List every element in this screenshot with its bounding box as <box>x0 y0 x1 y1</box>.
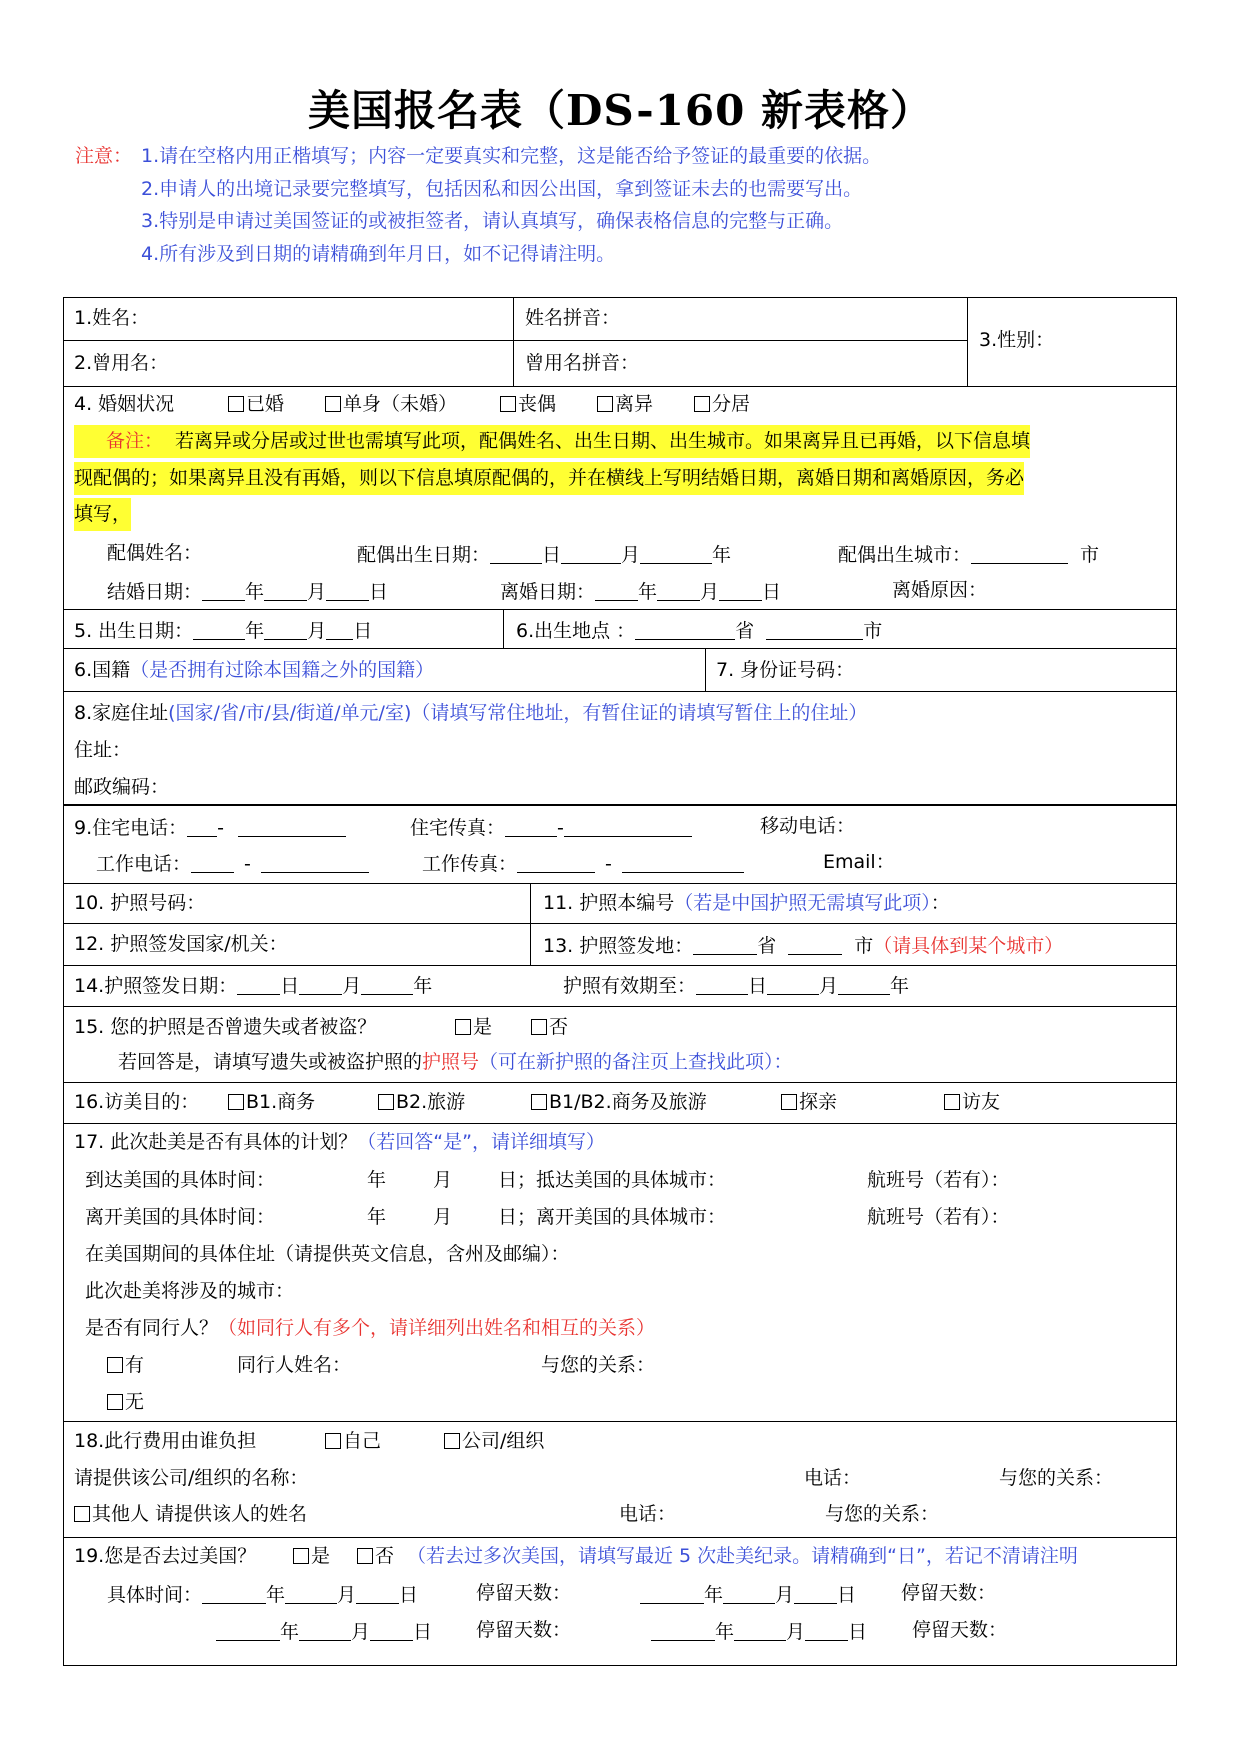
stay-days-label: 停留天数： <box>476 1619 572 1641</box>
passport-lost-no[interactable]: 否 <box>531 1018 568 1037</box>
company-relation-label: 与您的关系： <box>999 1467 1114 1489</box>
home-address-label: 8.家庭住址(国家/省/市/县/街道/单元/室)（请填写常住地址，有暂住证的请填写暂住上的住址） <box>74 702 868 724</box>
marital-status-label: 4. 婚姻状况 <box>74 393 175 415</box>
checkbox[interactable] <box>444 1433 460 1449</box>
birth-date-label: 5. 出生日期： 年 月 日 <box>74 620 373 642</box>
checkbox[interactable] <box>455 1019 471 1035</box>
checkbox[interactable] <box>325 396 341 412</box>
mobile-label: 移动电话： <box>760 815 856 837</box>
work-fax-label: 工作传真： - <box>422 853 744 874</box>
divider <box>63 883 1177 884</box>
marital-separated-option[interactable]: 分居 <box>694 395 750 414</box>
marital-widowed-option[interactable]: 丧偶 <box>500 395 556 414</box>
departure-month: 月 <box>433 1206 453 1228</box>
address-label: 住址： <box>74 739 132 761</box>
checkbox[interactable] <box>781 1094 797 1110</box>
home-fax-label: 住宅传真： - <box>410 817 692 838</box>
page-title: 美国报名表（DS-160 新表格） <box>307 86 934 135</box>
visit-time-4: 年 月 日 <box>651 1621 867 1642</box>
divider <box>513 297 514 386</box>
divider <box>63 1421 1177 1422</box>
remark-label: 备注： <box>106 430 164 452</box>
marital-divorced-option[interactable]: 离异 <box>597 395 653 414</box>
arrival-flight-label: 航班号（若有）： <box>867 1169 1010 1191</box>
payer-self-option[interactable]: 自己 <box>325 1432 381 1451</box>
arrival-month: 月 <box>433 1169 453 1191</box>
checkbox[interactable] <box>107 1394 123 1410</box>
us-address-label: 在美国期间的具体住址（请提供英文信息，含州及邮编）： <box>85 1243 570 1265</box>
home-phone-label: 9.住宅电话： - <box>74 817 346 838</box>
stay-days-label: 停留天数： <box>476 1582 572 1604</box>
divider <box>63 923 1177 924</box>
checkbox[interactable] <box>293 1548 309 1564</box>
checkbox[interactable] <box>228 396 244 412</box>
purpose-b2-option[interactable]: B2.旅游 <box>378 1093 465 1112</box>
note-item: 3.特别是申请过美国签证的或被拒签者，请认真填写，确保表格信息的完整与正确。 <box>141 210 844 232</box>
purpose-b1-option[interactable]: B1.商务 <box>228 1093 315 1112</box>
payer-other-option[interactable]: 其他人 请提供该人的姓名 <box>74 1505 307 1524</box>
passport-book-label: 11. 护照本编号（若是中国护照无需填写此项）： <box>543 892 950 914</box>
passport-lost-yes[interactable]: 是 <box>455 1018 492 1037</box>
checkbox[interactable] <box>944 1094 960 1110</box>
arrival-year: 年 <box>367 1169 387 1191</box>
payer-company-option[interactable]: 公司/组织 <box>444 1432 544 1451</box>
expense-payer-label: 18.此行费用由谁负担 <box>74 1430 257 1452</box>
divider <box>967 297 968 386</box>
company-phone-label: 电话： <box>804 1467 862 1489</box>
previous-visit-yes[interactable]: 是 <box>293 1547 330 1566</box>
notes <box>75 140 881 270</box>
note-item: 4.所有涉及到日期的请精确到年月日，如不记得请注明。 <box>141 242 616 265</box>
email-label: Email： <box>823 851 895 873</box>
divider <box>63 691 1177 692</box>
used-name-label: 2.曾用名： <box>74 352 169 374</box>
stay-days-label: 停留天数： <box>901 1582 997 1604</box>
departure-year: 年 <box>367 1206 387 1228</box>
passport-issue-date-label: 14.护照签发日期： 日 月 年 <box>74 975 433 997</box>
used-name-pinyin-label: 曾用名拼音： <box>525 352 640 374</box>
departure-city-label: 日；离开美国的具体城市： <box>498 1206 727 1228</box>
marital-remark <box>74 425 1030 458</box>
divider <box>63 1123 1177 1124</box>
checkbox[interactable] <box>357 1548 373 1564</box>
checkbox[interactable] <box>378 1094 394 1110</box>
name-label: 1.姓名： <box>74 307 150 329</box>
divider <box>63 804 1177 806</box>
divorce-date-label: 离婚日期： 年 月 日 <box>500 581 782 603</box>
purpose-family-option[interactable]: 探亲 <box>781 1093 837 1112</box>
marital-single-option[interactable]: 单身（未婚） <box>325 395 457 414</box>
note-item: 1.请在空格内用正楷填写；内容一定要真实和完整，这是能否给予签证的最重要的依据。 <box>141 145 882 167</box>
checkbox[interactable] <box>325 1433 341 1449</box>
remark-text: 若离异或分居或过世也需填写此项，配偶姓名、出生日期、出生城市。如果离异且已再婚，以下信息填 <box>175 430 1031 452</box>
arrival-time-label: 到达美国的具体时间： <box>85 1169 276 1191</box>
divider <box>63 648 1177 649</box>
spouse-name-label: 配偶姓名： <box>107 542 203 564</box>
checkbox[interactable] <box>531 1094 547 1110</box>
spouse-city-label: 配偶出生城市： 市 <box>838 544 1100 566</box>
divider <box>503 609 504 648</box>
divorce-reason-label: 离婚原因： <box>892 579 988 601</box>
work-phone-label: 工作电话： - <box>96 853 369 874</box>
passport-issue-place-label: 13. 护照签发地： 省 市（请具体到某个城市） <box>543 935 1064 957</box>
visit-purpose-label: 16.访美目的： <box>74 1091 200 1113</box>
previous-us-visit-question: 19.您是否去过美国？ <box>74 1545 257 1567</box>
marriage-date-label: 结婚日期： 年 月 日 <box>107 581 389 603</box>
companion-question: 是否有同行人？（如同行人有多个，请详细列出姓名和相互的关系） <box>85 1317 656 1339</box>
checkbox[interactable] <box>500 396 516 412</box>
note-item: 2.申请人的出境记录要完整填写，包括因私和因公出国，拿到签证未去的也需要写出。 <box>141 177 863 200</box>
checkbox[interactable] <box>228 1094 244 1110</box>
arrival-city-label: 日；抵达美国的具体城市： <box>498 1169 727 1191</box>
checkbox[interactable] <box>74 1506 90 1522</box>
notes-label: 注意： <box>75 145 133 167</box>
departure-time-label: 离开美国的具体时间： <box>85 1206 276 1228</box>
remark-text: 填写， <box>74 498 131 531</box>
divider <box>63 609 1177 610</box>
passport-issuer-label: 12. 护照签发国家/机关： <box>74 933 288 955</box>
divider <box>530 883 531 965</box>
divider <box>63 386 1177 387</box>
visit-time-2: 年 月 日 <box>640 1584 856 1605</box>
other-phone-label: 电话： <box>619 1503 677 1525</box>
checkbox[interactable] <box>597 396 613 412</box>
purpose-b1b2-option[interactable]: B1/B2.商务及旅游 <box>531 1093 707 1112</box>
other-relation-label: 与您的关系： <box>825 1503 940 1525</box>
divider <box>63 965 1177 966</box>
passport-valid-label: 护照有效期至： 日 月 年 <box>563 975 910 997</box>
birth-place-label: 6.出生地点 ： 省 市 <box>516 620 883 642</box>
departure-flight-label: 航班号（若有）： <box>867 1206 1010 1228</box>
checkbox[interactable] <box>107 1357 123 1373</box>
passport-lost-followup: 若回答是，请填写遗失或被盗护照的护照号（可在新护照的备注页上查找此项）： <box>118 1051 793 1073</box>
visit-time-3: 年 月 日 <box>216 1621 432 1642</box>
checkbox[interactable] <box>531 1019 547 1035</box>
stay-days-label: 停留天数： <box>912 1619 1008 1641</box>
companion-relation-label: 与您的关系： <box>541 1354 656 1376</box>
travel-plan-question: 17. 此次赴美是否有具体的计划？（若回答“是”，请详细填写） <box>74 1131 605 1153</box>
remark-text: 现配偶的；如果离异且没有再婚，则以下信息填原配偶的，并在横线上写明结婚日期，离婚日期和离婚原因，务必 <box>74 462 1024 495</box>
previous-visit-note: （若去过多次美国，请填写最近 5 次赴美纪录。请精确到“日”，若记不清请注明 <box>407 1545 1078 1567</box>
divider <box>63 1082 1177 1083</box>
companion-name-label: 同行人姓名： <box>237 1354 352 1376</box>
id-number-label: 7. 身份证号码： <box>716 659 855 681</box>
company-name-label: 请提供该公司/组织的名称： <box>74 1467 309 1489</box>
passport-number-label: 10. 护照号码： <box>74 892 206 914</box>
postcode-label: 邮政编码： <box>74 776 170 798</box>
purpose-friends-option[interactable]: 访友 <box>944 1093 1000 1112</box>
nationality-label: 6.国籍（是否拥有过除本国籍之外的国籍） <box>74 659 435 681</box>
spouse-birth-label: 配偶出生日期： 日 月 年 <box>357 544 732 566</box>
previous-visit-no[interactable]: 否 <box>357 1547 394 1566</box>
divider <box>63 1006 1177 1007</box>
companion-no-option[interactable]: 无 <box>107 1393 144 1412</box>
us-cities-label: 此次赴美将涉及的城市： <box>85 1280 295 1302</box>
divider <box>63 1537 1177 1538</box>
gender-label: 3.性别： <box>979 329 1055 351</box>
divider <box>63 340 967 341</box>
visit-time-label: 具体时间： 年 月 日 <box>107 1584 419 1606</box>
companion-yes-option[interactable]: 有 <box>107 1356 144 1375</box>
marital-married-option[interactable]: 已婚 <box>228 395 284 414</box>
passport-lost-question: 15. 您的护照是否曾遗失或者被盗？ <box>74 1016 377 1038</box>
checkbox[interactable] <box>694 396 710 412</box>
divider <box>705 648 706 691</box>
name-pinyin-label: 姓名拼音： <box>525 307 621 329</box>
